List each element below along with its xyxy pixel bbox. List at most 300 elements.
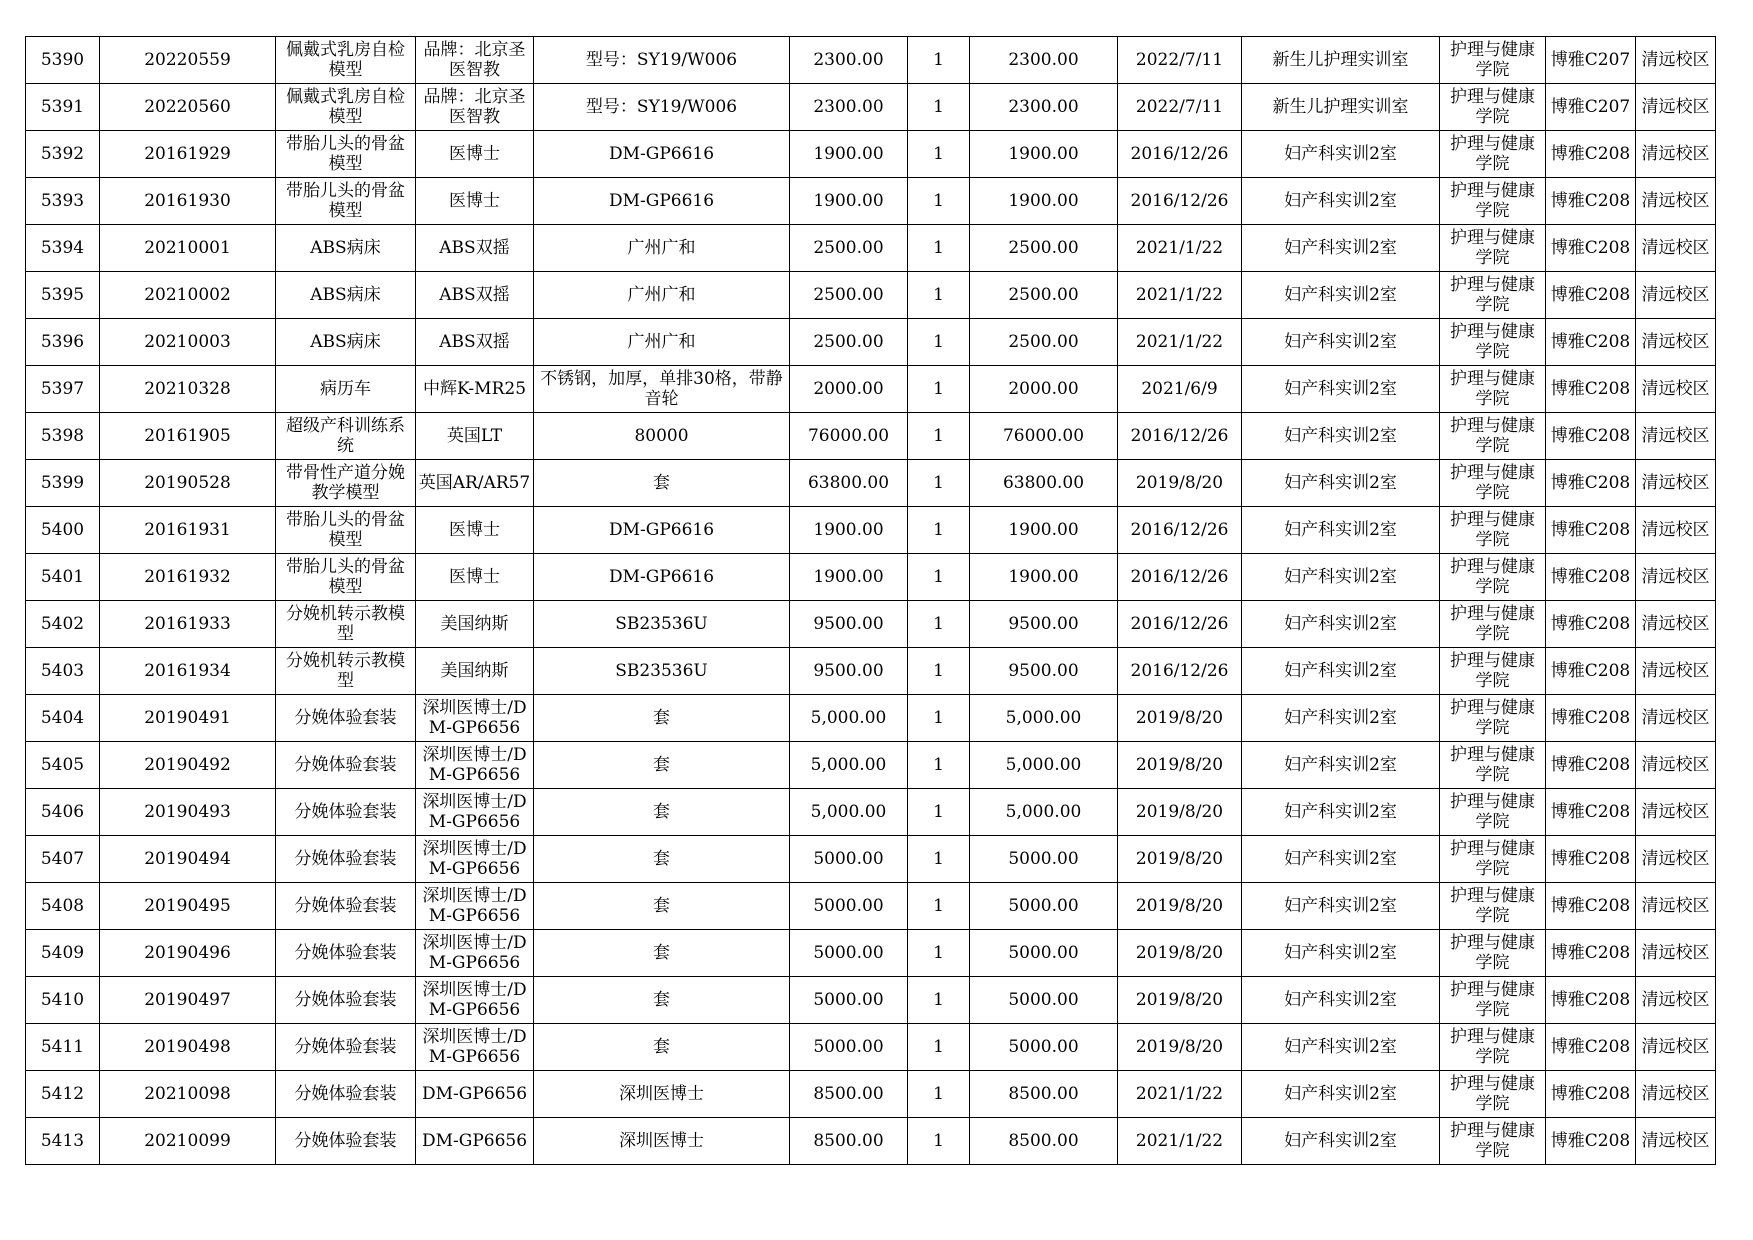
cell-college: 护理与健康学院 <box>1440 37 1546 84</box>
cell-purchase-date: 2016/12/26 <box>1118 507 1242 554</box>
table-row <box>26 319 1716 366</box>
table-row <box>26 225 1716 272</box>
cell-college: 护理与健康学院 <box>1440 1071 1546 1118</box>
cell-asset-name: 分娩机转示教模型 <box>276 601 416 648</box>
cell-location: 博雅C208 <box>1546 601 1636 648</box>
table-row <box>26 695 1716 742</box>
cell-unit-price: 9500.00 <box>790 601 908 648</box>
cell-brand: 深圳医博士/DM-GP6656 <box>416 742 534 789</box>
cell-total-amount: 5,000.00 <box>970 695 1118 742</box>
cell-total-amount: 5,000.00 <box>970 789 1118 836</box>
cell-model-spec: 深圳医博士 <box>534 1071 790 1118</box>
cell-brand: 医博士 <box>416 131 534 178</box>
cell-asset-name: 分娩体验套装 <box>276 1118 416 1165</box>
cell-serial-number: 5397 <box>26 366 100 413</box>
cell-total-amount: 2500.00 <box>970 319 1118 366</box>
cell-brand: 深圳医博士/DM-GP6656 <box>416 883 534 930</box>
cell-brand: 品牌：北京圣医智教 <box>416 37 534 84</box>
cell-location: 博雅C208 <box>1546 131 1636 178</box>
cell-purchase-date: 2019/8/20 <box>1118 695 1242 742</box>
cell-total-amount: 8500.00 <box>970 1118 1118 1165</box>
cell-location: 博雅C208 <box>1546 366 1636 413</box>
cell-asset-code: 20161905 <box>100 413 276 460</box>
cell-location: 博雅C208 <box>1546 930 1636 977</box>
cell-campus: 清远校区 <box>1636 1071 1716 1118</box>
cell-serial-number: 5398 <box>26 413 100 460</box>
cell-purchase-date: 2016/12/26 <box>1118 131 1242 178</box>
cell-college: 护理与健康学院 <box>1440 413 1546 460</box>
cell-asset-name: 带胎儿头的骨盆模型 <box>276 131 416 178</box>
cell-college: 护理与健康学院 <box>1440 366 1546 413</box>
cell-quantity: 1 <box>908 883 970 930</box>
cell-unit-price: 1900.00 <box>790 554 908 601</box>
cell-lab-room: 妇产科实训2室 <box>1242 366 1440 413</box>
table-row <box>26 883 1716 930</box>
cell-college: 护理与健康学院 <box>1440 84 1546 131</box>
cell-lab-room: 妇产科实训2室 <box>1242 178 1440 225</box>
cell-campus: 清远校区 <box>1636 507 1716 554</box>
cell-lab-room: 妇产科实训2室 <box>1242 977 1440 1024</box>
cell-model-spec: DM-GP6616 <box>534 554 790 601</box>
cell-serial-number: 5405 <box>26 742 100 789</box>
cell-total-amount: 1900.00 <box>970 178 1118 225</box>
cell-campus: 清远校区 <box>1636 695 1716 742</box>
cell-asset-name: 带骨性产道分娩教学模型 <box>276 460 416 507</box>
cell-total-amount: 5000.00 <box>970 883 1118 930</box>
cell-lab-room: 妇产科实训2室 <box>1242 789 1440 836</box>
cell-total-amount: 1900.00 <box>970 131 1118 178</box>
cell-serial-number: 5404 <box>26 695 100 742</box>
cell-purchase-date: 2021/1/22 <box>1118 1071 1242 1118</box>
cell-purchase-date: 2021/1/22 <box>1118 319 1242 366</box>
cell-lab-room: 妇产科实训2室 <box>1242 554 1440 601</box>
cell-asset-name: ABS病床 <box>276 225 416 272</box>
cell-asset-name: ABS病床 <box>276 272 416 319</box>
cell-serial-number: 5403 <box>26 648 100 695</box>
cell-asset-name: 分娩体验套装 <box>276 1071 416 1118</box>
cell-total-amount: 1900.00 <box>970 554 1118 601</box>
cell-asset-code: 20190491 <box>100 695 276 742</box>
cell-total-amount: 9500.00 <box>970 601 1118 648</box>
cell-asset-name: 超级产科训练系统 <box>276 413 416 460</box>
cell-college: 护理与健康学院 <box>1440 836 1546 883</box>
cell-serial-number: 5411 <box>26 1024 100 1071</box>
cell-quantity: 1 <box>908 131 970 178</box>
cell-brand: 深圳医博士/DM-GP6656 <box>416 977 534 1024</box>
cell-asset-code: 20210002 <box>100 272 276 319</box>
cell-lab-room: 妇产科实训2室 <box>1242 507 1440 554</box>
table-row <box>26 460 1716 507</box>
cell-brand: 医博士 <box>416 507 534 554</box>
cell-brand: ABS双摇 <box>416 225 534 272</box>
table-row <box>26 1118 1716 1165</box>
cell-college: 护理与健康学院 <box>1440 883 1546 930</box>
cell-campus: 清远校区 <box>1636 37 1716 84</box>
cell-total-amount: 2300.00 <box>970 84 1118 131</box>
cell-campus: 清远校区 <box>1636 366 1716 413</box>
cell-location: 博雅C208 <box>1546 789 1636 836</box>
cell-quantity: 1 <box>908 225 970 272</box>
cell-unit-price: 8500.00 <box>790 1118 908 1165</box>
cell-purchase-date: 2019/8/20 <box>1118 1024 1242 1071</box>
cell-asset-code: 20220560 <box>100 84 276 131</box>
cell-total-amount: 2500.00 <box>970 225 1118 272</box>
cell-purchase-date: 2019/8/20 <box>1118 977 1242 1024</box>
table-row <box>26 507 1716 554</box>
cell-total-amount: 5000.00 <box>970 930 1118 977</box>
cell-total-amount: 5,000.00 <box>970 742 1118 789</box>
cell-campus: 清远校区 <box>1636 930 1716 977</box>
cell-unit-price: 1900.00 <box>790 131 908 178</box>
cell-location: 博雅C208 <box>1546 695 1636 742</box>
cell-college: 护理与健康学院 <box>1440 131 1546 178</box>
cell-purchase-date: 2019/8/20 <box>1118 460 1242 507</box>
cell-quantity: 1 <box>908 554 970 601</box>
table-row <box>26 977 1716 1024</box>
cell-purchase-date: 2019/8/20 <box>1118 789 1242 836</box>
cell-campus: 清远校区 <box>1636 883 1716 930</box>
cell-purchase-date: 2016/12/26 <box>1118 178 1242 225</box>
cell-location: 博雅C208 <box>1546 1071 1636 1118</box>
cell-purchase-date: 2016/12/26 <box>1118 648 1242 695</box>
cell-serial-number: 5407 <box>26 836 100 883</box>
cell-purchase-date: 2021/1/22 <box>1118 1118 1242 1165</box>
cell-asset-name: 带胎儿头的骨盆模型 <box>276 554 416 601</box>
table-row <box>26 789 1716 836</box>
cell-unit-price: 5,000.00 <box>790 789 908 836</box>
cell-unit-price: 2300.00 <box>790 37 908 84</box>
cell-quantity: 1 <box>908 1024 970 1071</box>
cell-asset-code: 20190494 <box>100 836 276 883</box>
cell-unit-price: 5000.00 <box>790 883 908 930</box>
cell-lab-room: 妇产科实训2室 <box>1242 742 1440 789</box>
cell-location: 博雅C208 <box>1546 554 1636 601</box>
table-body <box>26 37 1716 1165</box>
cell-brand: DM-GP6656 <box>416 1071 534 1118</box>
cell-model-spec: 套 <box>534 695 790 742</box>
cell-location: 博雅C208 <box>1546 460 1636 507</box>
cell-lab-room: 妇产科实训2室 <box>1242 836 1440 883</box>
table-row <box>26 601 1716 648</box>
table-row <box>26 836 1716 883</box>
cell-college: 护理与健康学院 <box>1440 789 1546 836</box>
cell-model-spec: 广州广和 <box>534 319 790 366</box>
cell-model-spec: 不锈钢，加厚，单排30格，带静音轮 <box>534 366 790 413</box>
table-row <box>26 930 1716 977</box>
cell-lab-room: 妇产科实训2室 <box>1242 272 1440 319</box>
table-row <box>26 366 1716 413</box>
cell-brand: 中辉K-MR25 <box>416 366 534 413</box>
cell-college: 护理与健康学院 <box>1440 977 1546 1024</box>
cell-campus: 清远校区 <box>1636 836 1716 883</box>
cell-unit-price: 2300.00 <box>790 84 908 131</box>
cell-unit-price: 9500.00 <box>790 648 908 695</box>
table-row <box>26 131 1716 178</box>
cell-college: 护理与健康学院 <box>1440 930 1546 977</box>
cell-model-spec: 套 <box>534 1024 790 1071</box>
cell-purchase-date: 2019/8/20 <box>1118 742 1242 789</box>
cell-unit-price: 2500.00 <box>790 319 908 366</box>
cell-model-spec: DM-GP6616 <box>534 507 790 554</box>
cell-serial-number: 5391 <box>26 84 100 131</box>
cell-asset-code: 20161933 <box>100 601 276 648</box>
cell-college: 护理与健康学院 <box>1440 272 1546 319</box>
cell-purchase-date: 2019/8/20 <box>1118 930 1242 977</box>
cell-asset-code: 20161929 <box>100 131 276 178</box>
cell-lab-room: 新生儿护理实训室 <box>1242 84 1440 131</box>
cell-purchase-date: 2022/7/11 <box>1118 37 1242 84</box>
cell-asset-code: 20210098 <box>100 1071 276 1118</box>
cell-unit-price: 63800.00 <box>790 460 908 507</box>
cell-unit-price: 2500.00 <box>790 225 908 272</box>
cell-college: 护理与健康学院 <box>1440 178 1546 225</box>
cell-model-spec: DM-GP6616 <box>534 178 790 225</box>
cell-quantity: 1 <box>908 742 970 789</box>
cell-brand: 深圳医博士/DM-GP6656 <box>416 789 534 836</box>
cell-location: 博雅C208 <box>1546 742 1636 789</box>
cell-total-amount: 76000.00 <box>970 413 1118 460</box>
cell-model-spec: 套 <box>534 789 790 836</box>
cell-serial-number: 5399 <box>26 460 100 507</box>
cell-asset-name: 分娩体验套装 <box>276 930 416 977</box>
cell-lab-room: 妇产科实训2室 <box>1242 460 1440 507</box>
cell-asset-code: 20210328 <box>100 366 276 413</box>
cell-campus: 清远校区 <box>1636 272 1716 319</box>
cell-asset-code: 20210001 <box>100 225 276 272</box>
cell-quantity: 1 <box>908 319 970 366</box>
cell-quantity: 1 <box>908 789 970 836</box>
cell-model-spec: 广州广和 <box>534 225 790 272</box>
cell-quantity: 1 <box>908 930 970 977</box>
cell-campus: 清远校区 <box>1636 789 1716 836</box>
cell-location: 博雅C208 <box>1546 413 1636 460</box>
table-row <box>26 178 1716 225</box>
cell-lab-room: 妇产科实训2室 <box>1242 413 1440 460</box>
cell-asset-name: 分娩体验套装 <box>276 1024 416 1071</box>
cell-serial-number: 5393 <box>26 178 100 225</box>
cell-asset-code: 20220559 <box>100 37 276 84</box>
cell-purchase-date: 2019/8/20 <box>1118 883 1242 930</box>
cell-total-amount: 8500.00 <box>970 1071 1118 1118</box>
cell-asset-name: 分娩体验套装 <box>276 836 416 883</box>
cell-college: 护理与健康学院 <box>1440 742 1546 789</box>
cell-lab-room: 妇产科实训2室 <box>1242 1024 1440 1071</box>
cell-asset-code: 20190496 <box>100 930 276 977</box>
cell-lab-room: 妇产科实训2室 <box>1242 930 1440 977</box>
cell-brand: ABS双摇 <box>416 272 534 319</box>
cell-purchase-date: 2022/7/11 <box>1118 84 1242 131</box>
cell-quantity: 1 <box>908 366 970 413</box>
cell-campus: 清远校区 <box>1636 413 1716 460</box>
cell-campus: 清远校区 <box>1636 84 1716 131</box>
cell-campus: 清远校区 <box>1636 1024 1716 1071</box>
cell-location: 博雅C208 <box>1546 836 1636 883</box>
cell-lab-room: 妇产科实训2室 <box>1242 131 1440 178</box>
cell-serial-number: 5400 <box>26 507 100 554</box>
cell-asset-name: 佩戴式乳房自检模型 <box>276 37 416 84</box>
cell-model-spec: 套 <box>534 977 790 1024</box>
cell-brand: 品牌：北京圣医智教 <box>416 84 534 131</box>
cell-purchase-date: 2019/8/20 <box>1118 836 1242 883</box>
cell-brand: 英国AR/AR57 <box>416 460 534 507</box>
cell-quantity: 1 <box>908 84 970 131</box>
cell-model-spec: 套 <box>534 460 790 507</box>
cell-asset-name: 带胎儿头的骨盆模型 <box>276 507 416 554</box>
cell-brand: 美国纳斯 <box>416 648 534 695</box>
cell-model-spec: 80000 <box>534 413 790 460</box>
cell-location: 博雅C208 <box>1546 319 1636 366</box>
cell-asset-code: 20190497 <box>100 977 276 1024</box>
cell-model-spec: 型号：SY19/W006 <box>534 37 790 84</box>
cell-unit-price: 5000.00 <box>790 836 908 883</box>
table-row <box>26 1024 1716 1071</box>
cell-total-amount: 9500.00 <box>970 648 1118 695</box>
cell-asset-code: 20190498 <box>100 1024 276 1071</box>
cell-asset-code: 20190495 <box>100 883 276 930</box>
cell-total-amount: 1900.00 <box>970 507 1118 554</box>
cell-model-spec: SB23536U <box>534 601 790 648</box>
cell-brand: 医博士 <box>416 178 534 225</box>
cell-quantity: 1 <box>908 413 970 460</box>
cell-model-spec: DM-GP6616 <box>534 131 790 178</box>
cell-unit-price: 5,000.00 <box>790 742 908 789</box>
cell-quantity: 1 <box>908 178 970 225</box>
cell-quantity: 1 <box>908 460 970 507</box>
cell-serial-number: 5394 <box>26 225 100 272</box>
cell-serial-number: 5395 <box>26 272 100 319</box>
cell-unit-price: 2000.00 <box>790 366 908 413</box>
cell-asset-name: 分娩体验套装 <box>276 789 416 836</box>
cell-asset-name: 分娩机转示教模型 <box>276 648 416 695</box>
cell-asset-name: 分娩体验套装 <box>276 883 416 930</box>
cell-brand: ABS双摇 <box>416 319 534 366</box>
cell-purchase-date: 2021/1/22 <box>1118 225 1242 272</box>
cell-total-amount: 63800.00 <box>970 460 1118 507</box>
cell-college: 护理与健康学院 <box>1440 695 1546 742</box>
cell-college: 护理与健康学院 <box>1440 1118 1546 1165</box>
cell-lab-room: 妇产科实训2室 <box>1242 695 1440 742</box>
cell-campus: 清远校区 <box>1636 225 1716 272</box>
cell-location: 博雅C207 <box>1546 37 1636 84</box>
cell-asset-name: 带胎儿头的骨盆模型 <box>276 178 416 225</box>
cell-brand: 深圳医博士/DM-GP6656 <box>416 695 534 742</box>
cell-quantity: 1 <box>908 648 970 695</box>
cell-asset-code: 20161932 <box>100 554 276 601</box>
cell-asset-name: 分娩体验套装 <box>276 977 416 1024</box>
cell-campus: 清远校区 <box>1636 648 1716 695</box>
cell-location: 博雅C208 <box>1546 648 1636 695</box>
cell-quantity: 1 <box>908 37 970 84</box>
cell-asset-name: 佩戴式乳房自检模型 <box>276 84 416 131</box>
cell-lab-room: 妇产科实训2室 <box>1242 1118 1440 1165</box>
cell-location: 博雅C208 <box>1546 507 1636 554</box>
cell-serial-number: 5409 <box>26 930 100 977</box>
cell-serial-number: 5396 <box>26 319 100 366</box>
table-row <box>26 413 1716 460</box>
cell-campus: 清远校区 <box>1636 460 1716 507</box>
cell-unit-price: 8500.00 <box>790 1071 908 1118</box>
cell-model-spec: 深圳医博士 <box>534 1118 790 1165</box>
cell-brand: 深圳医博士/DM-GP6656 <box>416 930 534 977</box>
cell-quantity: 1 <box>908 1071 970 1118</box>
cell-location: 博雅C208 <box>1546 178 1636 225</box>
table-row <box>26 1071 1716 1118</box>
cell-serial-number: 5412 <box>26 1071 100 1118</box>
cell-purchase-date: 2016/12/26 <box>1118 601 1242 648</box>
cell-brand: 美国纳斯 <box>416 601 534 648</box>
cell-quantity: 1 <box>908 695 970 742</box>
cell-location: 博雅C208 <box>1546 883 1636 930</box>
cell-asset-code: 20161931 <box>100 507 276 554</box>
cell-unit-price: 5000.00 <box>790 1024 908 1071</box>
cell-total-amount: 2300.00 <box>970 37 1118 84</box>
cell-campus: 清远校区 <box>1636 742 1716 789</box>
cell-asset-code: 20190492 <box>100 742 276 789</box>
cell-model-spec: 套 <box>534 742 790 789</box>
cell-asset-code: 20161934 <box>100 648 276 695</box>
cell-quantity: 1 <box>908 507 970 554</box>
cell-asset-name: 分娩体验套装 <box>276 742 416 789</box>
cell-asset-name: 分娩体验套装 <box>276 695 416 742</box>
cell-asset-name: 病历车 <box>276 366 416 413</box>
cell-college: 护理与健康学院 <box>1440 648 1546 695</box>
cell-model-spec: 套 <box>534 836 790 883</box>
cell-purchase-date: 2021/1/22 <box>1118 272 1242 319</box>
cell-brand: 深圳医博士/DM-GP6656 <box>416 836 534 883</box>
cell-lab-room: 妇产科实训2室 <box>1242 225 1440 272</box>
cell-lab-room: 新生儿护理实训室 <box>1242 37 1440 84</box>
cell-location: 博雅C207 <box>1546 84 1636 131</box>
table-row <box>26 84 1716 131</box>
asset-table <box>25 36 1716 1165</box>
cell-asset-code: 20210099 <box>100 1118 276 1165</box>
cell-serial-number: 5406 <box>26 789 100 836</box>
cell-quantity: 1 <box>908 272 970 319</box>
cell-serial-number: 5408 <box>26 883 100 930</box>
table-row <box>26 272 1716 319</box>
cell-asset-code: 20190528 <box>100 460 276 507</box>
cell-asset-code: 20190493 <box>100 789 276 836</box>
cell-location: 博雅C208 <box>1546 272 1636 319</box>
cell-lab-room: 妇产科实训2室 <box>1242 648 1440 695</box>
cell-total-amount: 2000.00 <box>970 366 1118 413</box>
cell-campus: 清远校区 <box>1636 554 1716 601</box>
cell-serial-number: 5401 <box>26 554 100 601</box>
cell-college: 护理与健康学院 <box>1440 507 1546 554</box>
cell-purchase-date: 2021/6/9 <box>1118 366 1242 413</box>
cell-serial-number: 5402 <box>26 601 100 648</box>
cell-quantity: 1 <box>908 1118 970 1165</box>
cell-brand: DM-GP6656 <box>416 1118 534 1165</box>
cell-unit-price: 5000.00 <box>790 977 908 1024</box>
cell-campus: 清远校区 <box>1636 319 1716 366</box>
cell-location: 博雅C208 <box>1546 1024 1636 1071</box>
cell-location: 博雅C208 <box>1546 225 1636 272</box>
cell-college: 护理与健康学院 <box>1440 319 1546 366</box>
cell-campus: 清远校区 <box>1636 131 1716 178</box>
cell-asset-code: 20161930 <box>100 178 276 225</box>
cell-lab-room: 妇产科实训2室 <box>1242 1071 1440 1118</box>
table-row <box>26 742 1716 789</box>
cell-serial-number: 5410 <box>26 977 100 1024</box>
cell-total-amount: 5000.00 <box>970 977 1118 1024</box>
cell-asset-name: ABS病床 <box>276 319 416 366</box>
cell-lab-room: 妇产科实训2室 <box>1242 319 1440 366</box>
cell-serial-number: 5390 <box>26 37 100 84</box>
cell-quantity: 1 <box>908 977 970 1024</box>
cell-total-amount: 5000.00 <box>970 1024 1118 1071</box>
cell-college: 护理与健康学院 <box>1440 1024 1546 1071</box>
